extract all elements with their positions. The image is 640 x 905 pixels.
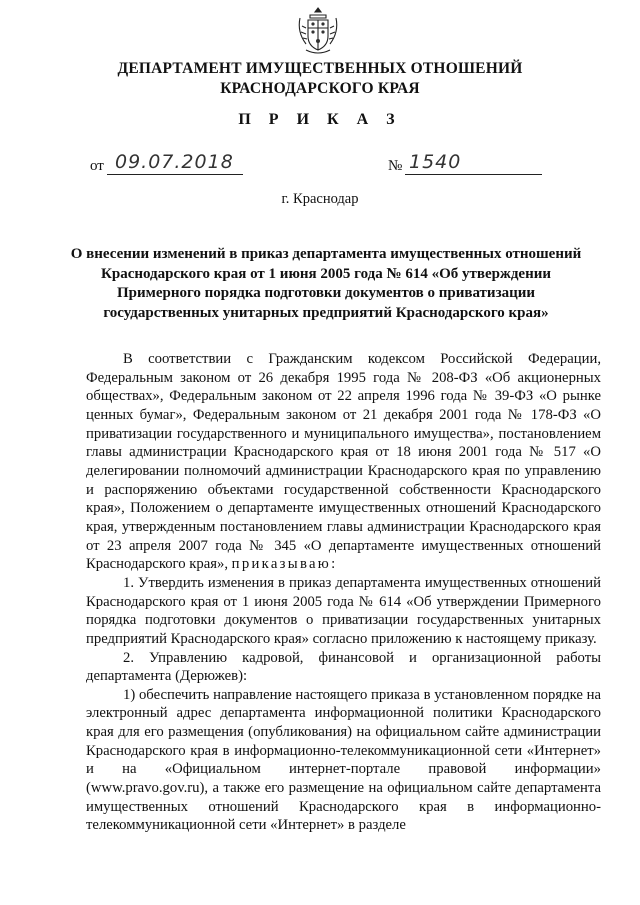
date-label: от: [90, 158, 104, 174]
document-type: П Р И К А З: [238, 111, 402, 128]
number-value: 1540: [409, 151, 462, 173]
date-value: 09.07.2018: [115, 151, 234, 173]
order-word: приказываю:: [231, 556, 338, 573]
date-underline: [107, 152, 243, 175]
department-name-line2: КРАСНОДАРСКОГО КРАЯ: [220, 80, 420, 97]
paragraph-preamble: [86, 350, 601, 574]
document-title: О внесении изменений в приказ департамента имущественных отношений Краснодарского края от 1 июня 2005 года № 614 «Об утверждении Примерного порядка подготовки документов о приватизации государственных унитарных предприятий Краснодарского края»: [70, 246, 582, 321]
paragraph-item-1: 1. Утвердить изменения в приказ департамента имущественных отношений Краснодарского края от 1 июня 2005 года № 614 «Об утверждении Примерного порядка подготовки документов о приватизации государственных унитарных предприятий Краснодарского края» согласно приложению к настоящему приказу.: [86, 574, 601, 647]
coat-of-arms-icon: [296, 6, 340, 56]
document-body: [86, 350, 601, 835]
date-number-row: [0, 150, 640, 178]
number-underline: [405, 152, 542, 175]
paragraph-item-2-1: 1) обеспечить направление настоящего приказа в установленном порядке на электронный адрес департамента информационной политики Краснодарского края для его размещения (опубликования) на официальном сайте администрации Краснодарского края в информационно-телекоммуникационной сети «Интернет» и на «Официальном интернет-портале правовой информации» (www.pravo.gov.ru), а также его размещение на официальном сайте департамента имущественных отношений Краснодарского края в информационно-телекоммуникационной сети «Интернет» в разделе: [86, 686, 601, 834]
paragraph-item-2: 2. Управлению кадровой, финансовой и организационной работы департамента (Дерюжев):: [86, 649, 601, 685]
city: г. Краснодар: [281, 191, 359, 207]
number-label: №: [388, 158, 403, 174]
department-name-line1: ДЕПАРТАМЕНТ ИМУЩЕСТВЕННЫХ ОТНОШЕНИЙ: [117, 60, 523, 77]
preamble-text: В соответствии с Гражданским кодексом Российской Федерации, Федеральным законом от 26 декабря 1995 года № 208-ФЗ «Об акционерных обществах», Федеральным законом от 22 апреля 1996 года № 39-ФЗ «О рынке ценных бумаг», Федеральным законом от 21 декабря 2001 года № 178-ФЗ «О приватизации государственного и муниципального имущества», постановлением главы администрации Краснодарского края от 18 июня 2001 года № 517 «О делегировании полномочий администрации Краснодарского края по управлению и распоряжению объектами государственной собственности Краснодарского края», Положением о департаменте имущественных отношений Краснодарского края, утвержденным постановлением главы администрации Краснодарского края от 23 апреля 2007 года № 345 «О департаменте имущественных отношений Краснодарского края»,: [86, 351, 601, 573]
